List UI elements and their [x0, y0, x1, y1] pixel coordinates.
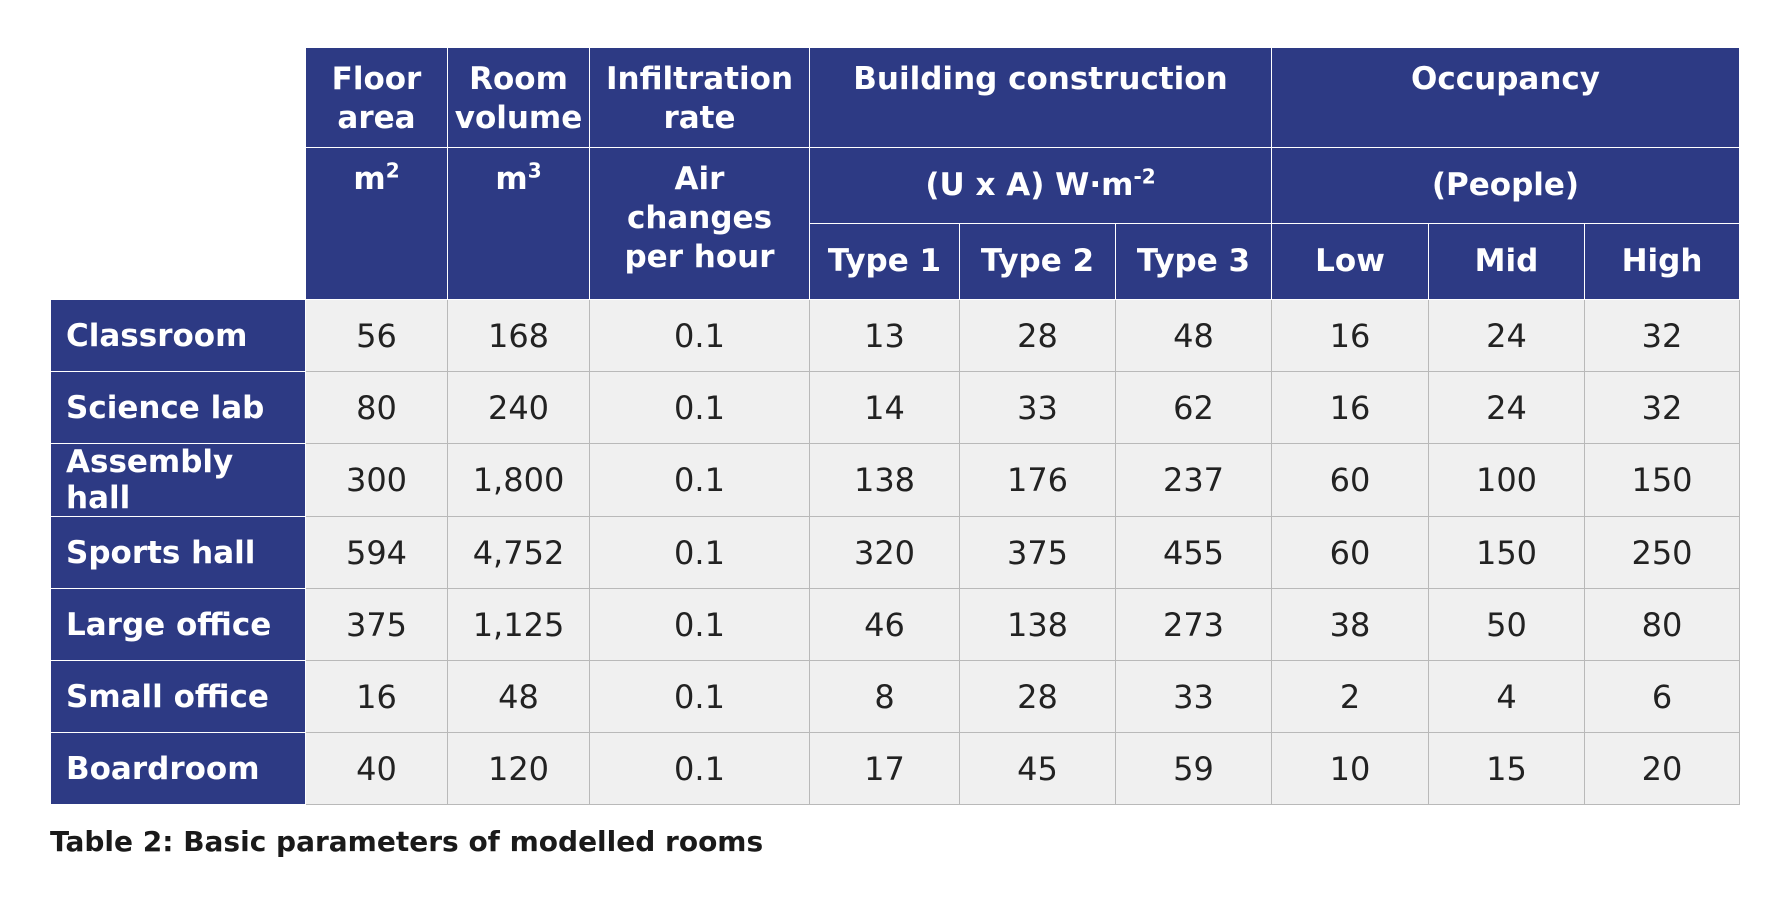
header-building-construction: Building construction — [810, 48, 1272, 148]
row-label: Assembly hall — [51, 444, 306, 517]
cell-floor-area: 300 — [306, 444, 448, 517]
cell-occupancy-high: 250 — [1585, 517, 1740, 589]
cell-type-3: 33 — [1116, 661, 1272, 733]
unit-infiltration: Air changes per hour — [590, 148, 810, 300]
cell-type-1: 8 — [810, 661, 960, 733]
header-infiltration-rate: Infiltration rate — [590, 48, 810, 148]
cell-type-2: 45 — [960, 733, 1116, 805]
cell-floor-area: 56 — [306, 300, 448, 372]
cell-type-3: 62 — [1116, 372, 1272, 444]
unit-construction: (U x A) $W\cdot m^{-2}$ — [810, 148, 1272, 224]
row-label: Classroom — [51, 300, 306, 372]
cell-type-1: 14 — [810, 372, 960, 444]
cell-type-1: 13 — [810, 300, 960, 372]
header-type-2: Type 2 — [960, 224, 1116, 300]
cell-occupancy-mid: 50 — [1429, 589, 1585, 661]
header-occupancy: Occupancy — [1272, 48, 1740, 148]
cell-infiltration: 0.1 — [590, 300, 810, 372]
cell-infiltration: 0.1 — [590, 589, 810, 661]
cell-occupancy-mid: 24 — [1429, 372, 1585, 444]
row-label: Large office — [51, 589, 306, 661]
cell-occupancy-mid: 24 — [1429, 300, 1585, 372]
cell-occupancy-low: 38 — [1272, 589, 1429, 661]
header-low: Low — [1272, 224, 1429, 300]
cell-floor-area: 80 — [306, 372, 448, 444]
cell-occupancy-high: 6 — [1585, 661, 1740, 733]
cell-type-3: 273 — [1116, 589, 1272, 661]
cell-room-volume: 120 — [448, 733, 590, 805]
unit-occupancy: (People) — [1272, 148, 1740, 224]
cell-occupancy-low: 60 — [1272, 444, 1429, 517]
cell-room-volume: 1,125 — [448, 589, 590, 661]
cell-infiltration: 0.1 — [590, 517, 810, 589]
header-type-3: Type 3 — [1116, 224, 1272, 300]
unit-floor-area: $m^2$ — [306, 148, 448, 300]
cell-occupancy-mid: 150 — [1429, 517, 1585, 589]
cell-type-2: 375 — [960, 517, 1116, 589]
table-row — [51, 517, 1740, 589]
header-mid: Mid — [1429, 224, 1585, 300]
cell-occupancy-high: 20 — [1585, 733, 1740, 805]
cell-type-2: 33 — [960, 372, 1116, 444]
row-label: Science lab — [51, 372, 306, 444]
room-parameters-table — [50, 47, 1740, 805]
cell-occupancy-low: 60 — [1272, 517, 1429, 589]
cell-infiltration: 0.1 — [590, 661, 810, 733]
cell-floor-area: 16 — [306, 661, 448, 733]
cell-type-1: 320 — [810, 517, 960, 589]
cell-type-1: 138 — [810, 444, 960, 517]
cell-type-2: 28 — [960, 661, 1116, 733]
cell-occupancy-mid: 100 — [1429, 444, 1585, 517]
table-row — [51, 661, 1740, 733]
unit-room-volume: $m^3$ — [448, 148, 590, 300]
header-high: High — [1585, 224, 1740, 300]
cell-room-volume: 1,800 — [448, 444, 590, 517]
cell-occupancy-high: 80 — [1585, 589, 1740, 661]
cell-type-1: 17 — [810, 733, 960, 805]
cell-type-3: 59 — [1116, 733, 1272, 805]
cell-room-volume: 240 — [448, 372, 590, 444]
table-row — [51, 444, 1740, 517]
table-row — [51, 372, 1740, 444]
cell-infiltration: 0.1 — [590, 733, 810, 805]
cell-type-2: 138 — [960, 589, 1116, 661]
cell-type-2: 176 — [960, 444, 1116, 517]
cell-occupancy-high: 32 — [1585, 372, 1740, 444]
header-type-1: Type 1 — [810, 224, 960, 300]
cell-type-2: 28 — [960, 300, 1116, 372]
cell-room-volume: 168 — [448, 300, 590, 372]
corner-blank — [51, 48, 306, 300]
cell-room-volume: 4,752 — [448, 517, 590, 589]
cell-occupancy-high: 32 — [1585, 300, 1740, 372]
cell-occupancy-low: 16 — [1272, 300, 1429, 372]
row-label: Sports hall — [51, 517, 306, 589]
header-room-volume: Room volume — [448, 48, 590, 148]
row-label: Small office — [51, 661, 306, 733]
cell-floor-area: 40 — [306, 733, 448, 805]
cell-occupancy-low: 10 — [1272, 733, 1429, 805]
cell-infiltration: 0.1 — [590, 444, 810, 517]
cell-occupancy-high: 150 — [1585, 444, 1740, 517]
table-row — [51, 733, 1740, 805]
cell-type-3: 48 — [1116, 300, 1272, 372]
row-label: Boardroom — [51, 733, 306, 805]
cell-type-3: 237 — [1116, 444, 1272, 517]
cell-floor-area: 375 — [306, 589, 448, 661]
cell-occupancy-mid: 4 — [1429, 661, 1585, 733]
header-floor-area: Floor area — [306, 48, 448, 148]
table-row — [51, 589, 1740, 661]
table-caption: Table 2: Basic parameters of modelled rooms — [50, 825, 764, 858]
cell-occupancy-low: 2 — [1272, 661, 1429, 733]
cell-occupancy-mid: 15 — [1429, 733, 1585, 805]
cell-room-volume: 48 — [448, 661, 590, 733]
cell-infiltration: 0.1 — [590, 372, 810, 444]
cell-floor-area: 594 — [306, 517, 448, 589]
cell-type-3: 455 — [1116, 517, 1272, 589]
table-row — [51, 300, 1740, 372]
cell-occupancy-low: 16 — [1272, 372, 1429, 444]
cell-type-1: 46 — [810, 589, 960, 661]
